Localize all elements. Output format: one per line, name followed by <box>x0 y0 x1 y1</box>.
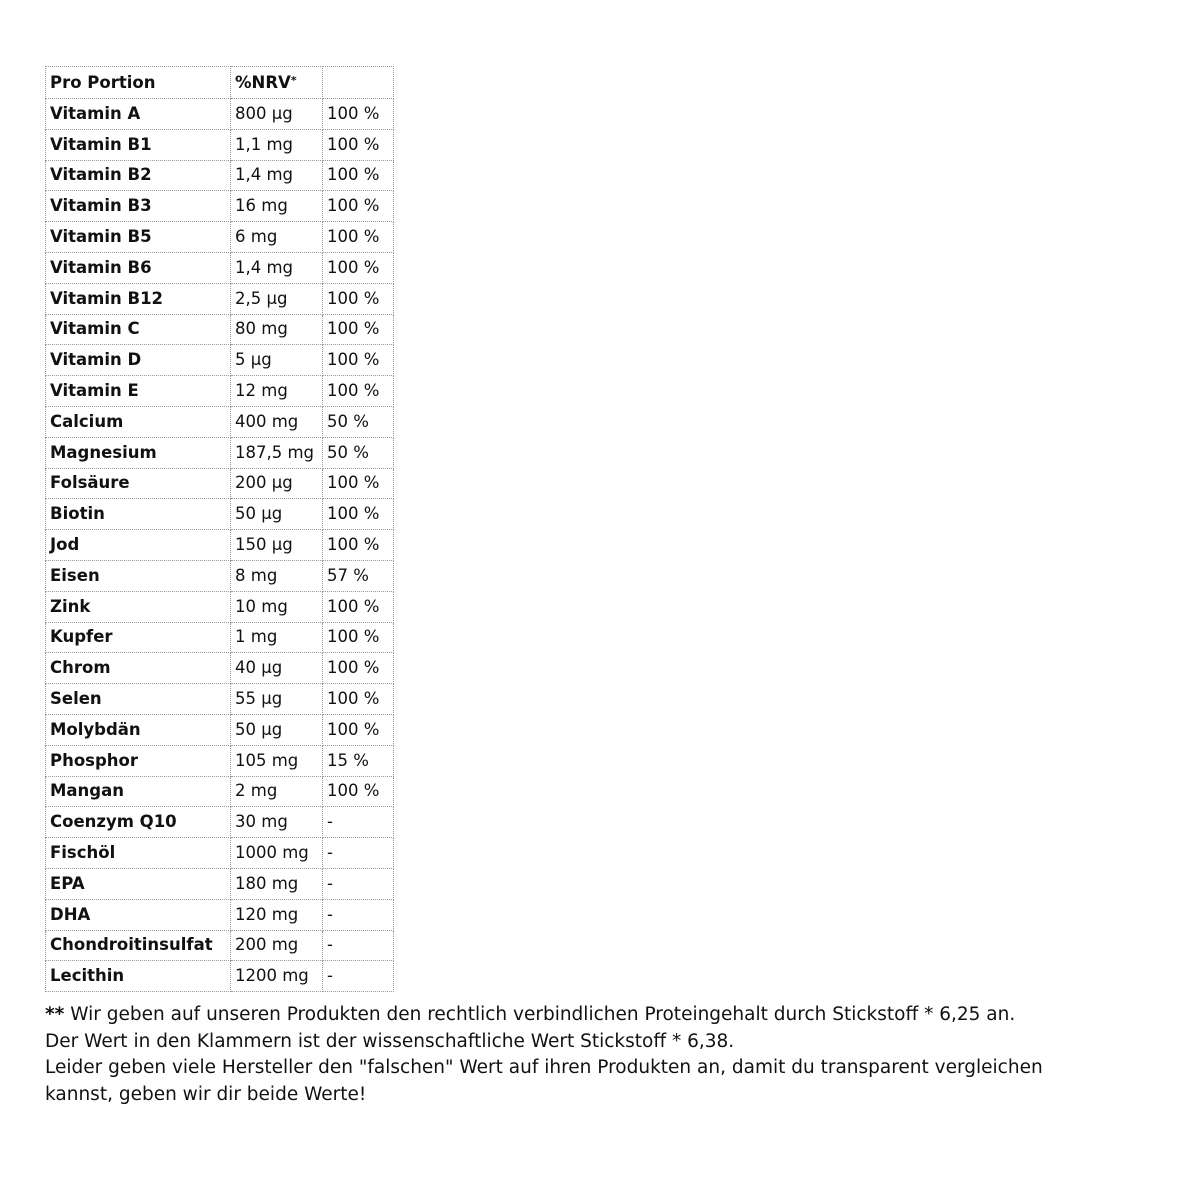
table-row <box>46 468 394 499</box>
nutrient-name: Vitamin E <box>46 376 231 407</box>
nutrient-name: Calcium <box>46 406 231 437</box>
nutrient-name: Jod <box>46 530 231 561</box>
nutrient-nrv: 57 % <box>323 560 394 591</box>
nutrient-name: Chondroitinsulfat <box>46 930 231 961</box>
nutrient-amount: 1,4 mg <box>231 252 323 283</box>
nutrient-amount: 120 mg <box>231 899 323 930</box>
header-nrv-label: %NRV <box>235 72 291 92</box>
nutrient-amount: 187,5 mg <box>231 437 323 468</box>
nutrient-amount: 180 mg <box>231 868 323 899</box>
nutrient-nrv: 100 % <box>323 191 394 222</box>
nutrient-amount: 200 µg <box>231 468 323 499</box>
table-row <box>46 406 394 437</box>
nutrient-amount: 30 mg <box>231 807 323 838</box>
nutrient-name: Vitamin B12 <box>46 283 231 314</box>
nutrient-name: Eisen <box>46 560 231 591</box>
table-row <box>46 745 394 776</box>
header-pro-portion: Pro Portion <box>46 67 231 99</box>
nutrient-nrv: 100 % <box>323 776 394 807</box>
header-nrv <box>231 67 323 99</box>
nutrient-nrv: 100 % <box>323 129 394 160</box>
nutrient-nrv: 100 % <box>323 252 394 283</box>
nutrient-name: Vitamin C <box>46 314 231 345</box>
nutrient-nrv: 100 % <box>323 345 394 376</box>
table-row <box>46 129 394 160</box>
nutrition-table <box>45 66 394 992</box>
nutrient-nrv: 100 % <box>323 376 394 407</box>
nutrient-nrv: - <box>323 868 394 899</box>
nutrient-amount: 1,1 mg <box>231 129 323 160</box>
table-header-row <box>46 67 394 99</box>
nutrient-amount: 50 µg <box>231 714 323 745</box>
nutrient-amount: 40 µg <box>231 653 323 684</box>
nutrient-nrv: 100 % <box>323 99 394 130</box>
table-row <box>46 283 394 314</box>
table-row <box>46 776 394 807</box>
nutrient-amount: 1000 mg <box>231 838 323 869</box>
nutrient-nrv: 100 % <box>323 314 394 345</box>
table-row <box>46 961 394 992</box>
table-row <box>46 807 394 838</box>
footnote <box>45 1002 1185 1108</box>
header-nrv-marker: * <box>290 73 297 87</box>
table-row <box>46 622 394 653</box>
nutrient-name: Chrom <box>46 653 231 684</box>
header-empty <box>323 67 394 99</box>
table-row <box>46 160 394 191</box>
table-row <box>46 930 394 961</box>
table-row <box>46 899 394 930</box>
nutrient-amount: 105 mg <box>231 745 323 776</box>
nutrient-amount: 10 mg <box>231 591 323 622</box>
table-row <box>46 191 394 222</box>
table-row <box>46 684 394 715</box>
nutrient-nrv: 100 % <box>323 530 394 561</box>
nutrient-name: Fischöl <box>46 838 231 869</box>
nutrient-nrv: - <box>323 899 394 930</box>
nutrient-name: Biotin <box>46 499 231 530</box>
table-row <box>46 868 394 899</box>
nutrient-name: Kupfer <box>46 622 231 653</box>
nutrient-name: Magnesium <box>46 437 231 468</box>
nutrient-nrv: 100 % <box>323 160 394 191</box>
table-row <box>46 376 394 407</box>
nutrient-name: Coenzym Q10 <box>46 807 231 838</box>
nutrient-name: Lecithin <box>46 961 231 992</box>
table-row <box>46 530 394 561</box>
nutrient-amount: 8 mg <box>231 560 323 591</box>
nutrient-nrv: 100 % <box>323 622 394 653</box>
nutrient-nrv: - <box>323 838 394 869</box>
nutrient-name: EPA <box>46 868 231 899</box>
nutrient-nrv: 100 % <box>323 714 394 745</box>
table-row <box>46 838 394 869</box>
nutrient-nrv: 100 % <box>323 468 394 499</box>
nutrient-amount: 1 mg <box>231 622 323 653</box>
nutrient-name: Vitamin B1 <box>46 129 231 160</box>
table-row <box>46 314 394 345</box>
nutrient-nrv: - <box>323 961 394 992</box>
footnote-line-3: Leider geben viele Hersteller den "falschen" Wert auf ihren Produkten an, damit du transparent vergleichen <box>45 1057 1043 1078</box>
nutrient-amount: 12 mg <box>231 376 323 407</box>
nutrient-amount: 55 µg <box>231 684 323 715</box>
nutrient-amount: 5 µg <box>231 345 323 376</box>
footnote-line-4: kannst, geben wir dir beide Werte! <box>45 1083 367 1105</box>
table-row <box>46 591 394 622</box>
nutrient-nrv: 100 % <box>323 283 394 314</box>
footnote-line-1 <box>45 1002 1185 1029</box>
nutrient-name: Vitamin B5 <box>46 222 231 253</box>
nutrient-nrv: 100 % <box>323 684 394 715</box>
nutrient-amount: 2,5 µg <box>231 283 323 314</box>
table-row <box>46 252 394 283</box>
table-row <box>46 99 394 130</box>
table-row <box>46 499 394 530</box>
nutrient-nrv: 100 % <box>323 222 394 253</box>
nutrient-nrv: 100 % <box>323 591 394 622</box>
nutrient-name: Vitamin A <box>46 99 231 130</box>
footnote-marker: ** <box>45 1004 65 1025</box>
nutrient-amount: 200 mg <box>231 930 323 961</box>
table-row <box>46 560 394 591</box>
nutrient-name: Vitamin D <box>46 345 231 376</box>
table-body <box>46 99 394 992</box>
nutrient-nrv: 100 % <box>323 499 394 530</box>
nutrient-name: Mangan <box>46 776 231 807</box>
table-row <box>46 714 394 745</box>
nutrient-amount: 1,4 mg <box>231 160 323 191</box>
nutrient-name: Zink <box>46 591 231 622</box>
nutrient-nrv: - <box>323 930 394 961</box>
nutrient-nrv: 50 % <box>323 437 394 468</box>
nutrient-nrv: - <box>323 807 394 838</box>
nutrient-amount: 400 mg <box>231 406 323 437</box>
nutrient-amount: 80 mg <box>231 314 323 345</box>
nutrient-nrv: 50 % <box>323 406 394 437</box>
footnote-line-2: Der Wert in den Klammern ist der wissenschaftliche Wert Stickstoff * 6,38. <box>45 1030 735 1052</box>
nutrient-nrv: 100 % <box>323 653 394 684</box>
nutrient-name: Folsäure <box>46 468 231 499</box>
table-row <box>46 653 394 684</box>
nutrient-name: Vitamin B3 <box>46 191 231 222</box>
nutrient-amount: 50 µg <box>231 499 323 530</box>
nutrient-name: Vitamin B2 <box>46 160 231 191</box>
nutrient-name: Molybdän <box>46 714 231 745</box>
table-row <box>46 437 394 468</box>
nutrient-amount: 150 µg <box>231 530 323 561</box>
footnote-line-1-text: Wir geben auf unseren Produkten den rechtlich verbindlichen Proteingehalt durch Stickstoff * 6,25 an. <box>64 1004 1016 1025</box>
nutrient-nrv: 15 % <box>323 745 394 776</box>
nutrient-amount: 6 mg <box>231 222 323 253</box>
nutrient-amount: 800 µg <box>231 99 323 130</box>
nutrient-name: Phosphor <box>46 745 231 776</box>
nutrient-amount: 16 mg <box>231 191 323 222</box>
nutrient-amount: 2 mg <box>231 776 323 807</box>
nutrient-name: Vitamin B6 <box>46 252 231 283</box>
table-row <box>46 222 394 253</box>
nutrient-name: DHA <box>46 899 231 930</box>
nutrient-amount: 1200 mg <box>231 961 323 992</box>
nutrient-name: Selen <box>46 684 231 715</box>
table-row <box>46 345 394 376</box>
